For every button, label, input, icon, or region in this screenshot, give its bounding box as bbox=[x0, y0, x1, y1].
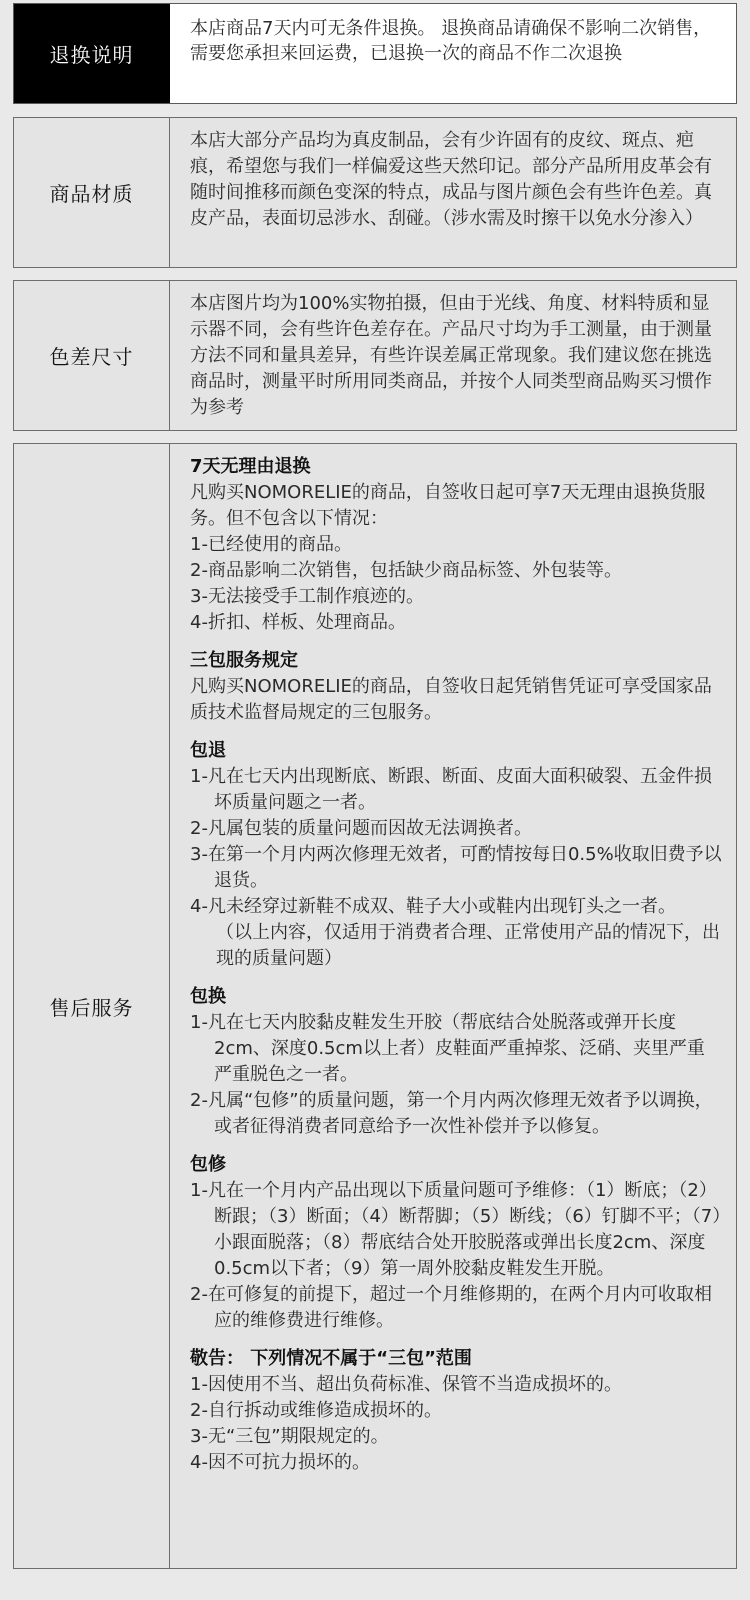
list-item: 1-凡在七天内出现断底、断跟、断面、皮面大面积破裂、五金件损坏质量问题之一者。 bbox=[190, 766, 712, 813]
list-item: 2-在可修复的前提下，超过一个月维修期的，在两个月内可收取相应的维修费进行维修。 bbox=[190, 1284, 712, 1331]
section-title: 包退 bbox=[190, 740, 226, 761]
list-item: 2-凡属包装的质量问题而因故无法调换者。 bbox=[190, 818, 532, 839]
material-row bbox=[13, 117, 737, 268]
section-exchange bbox=[190, 984, 722, 1140]
section-three-guarantees bbox=[190, 648, 722, 726]
section-title: 三包服务规定 bbox=[190, 650, 298, 671]
list-item: 4-因不可抗力损坏的。 bbox=[190, 1452, 370, 1473]
section-7day-return bbox=[190, 454, 722, 636]
list-item: 1-已经使用的商品。 bbox=[190, 534, 352, 555]
section-title: 包换 bbox=[190, 986, 226, 1007]
section-notice bbox=[190, 1346, 722, 1476]
list-item: 2-凡属“包修”的质量问题，第一个月内两次修理无效者予以调换，或者征得消费者同意给予一次性补偿并予以修复。 bbox=[190, 1090, 713, 1137]
return-policy-text: 本店商品7天内可无条件退换。 退换商品请确保不影响二次销售，需要您承担来回运费，已退换一次的商品不作二次退换 bbox=[190, 18, 712, 64]
list-item: 4-折扣、样板、处理商品。 bbox=[190, 612, 406, 633]
list-item: 1-凡在七天内胶黏皮鞋发生开胶（帮底结合处脱落或弹开长度2cm、深度0.5cm以上者）皮鞋面严重掉浆、泛硝、夹里严重严重脱色之一者。 bbox=[190, 1012, 705, 1085]
material-text: 本店大部分产品均为真皮制品，会有少许固有的皮纹、斑点、疤痕，希望您与我们一样偏爱这些天然印记。部分产品所用皮革会有随时间推移而颜色变深的特点，成品与图片颜色会有些许色差。真皮产品，表面切忌涉水、刮碰。（涉水需及时擦干以免水分渗入） bbox=[190, 130, 712, 229]
section-repair bbox=[190, 1152, 722, 1334]
list-item: 2-自行拆动或维修造成损坏的。 bbox=[190, 1400, 442, 1421]
after-sales-label: 售后服务 bbox=[14, 444, 170, 1568]
section-intro: 凡购买NOMORELIE的商品，自签收日起凭销售凭证可享受国家品质技术监督局规定的三包服务。 bbox=[190, 676, 712, 723]
material-label: 商品材质 bbox=[14, 118, 170, 267]
return-policy-label: 退换说明 bbox=[14, 4, 170, 103]
list-item: 3-在第一个月内两次修理无效者，可酌情按每日0.5%收取旧费予以退货。 bbox=[190, 844, 722, 891]
color-size-row bbox=[13, 280, 737, 431]
section-intro: 凡购买NOMORELIE的商品，自签收日起可享7天无理由退换货服务。但不包含以下情况： bbox=[190, 482, 706, 529]
section-title: 敬告： 下列情况不属于“三包”范围 bbox=[190, 1348, 472, 1369]
after-sales-row bbox=[13, 443, 737, 1569]
section-title: 7天无理由退换 bbox=[190, 456, 311, 477]
section-refund bbox=[190, 738, 722, 972]
section-title: 包修 bbox=[190, 1154, 226, 1175]
color-size-label: 色差尺寸 bbox=[14, 281, 170, 430]
list-item: 3-无“三包”期限规定的。 bbox=[190, 1426, 389, 1447]
after-sales-content bbox=[170, 444, 736, 1568]
list-item: 1-凡在一个月内产品出现以下质量问题可予维修：（1）断底；（2）断跟；（3）断面；（4）断帮脚；（5）断线；（6）钉脚不平；（7）小跟面脱落；（8）帮底结合处开胶脱落或弹出长度2cm、深度0.5cm以下者；（9）第一周外胶黏皮鞋发生开脱。 bbox=[190, 1180, 722, 1279]
list-item: 1-因使用不当、超出负荷标准、保管不当造成损坏的。 bbox=[190, 1374, 622, 1395]
color-size-text: 本店图片均为100%实物拍摄，但由于光线、角度、材料特质和显示器不同，会有些许色差存在。产品尺寸均为手工测量，由于测量方法不同和量具差异，有些许误差属正常现象。我们建议您在挑选商品时，测量平时所用同类商品，并按个人同类型商品购买习惯作为参考 bbox=[190, 293, 712, 418]
section-note: （以上内容，仅适用于消费者合理、正常使用产品的情况下，出现的质量问题） bbox=[216, 922, 720, 969]
list-item: 2-商品影响二次销售，包括缺少商品标签、外包装等。 bbox=[190, 560, 622, 581]
list-item: 4-凡未经穿过新鞋不成双、鞋子大小或鞋内出现钉头之一者。 bbox=[190, 896, 676, 917]
list-item: 3-无法接受手工制作痕迹的。 bbox=[190, 586, 424, 607]
return-policy-row bbox=[13, 3, 737, 104]
